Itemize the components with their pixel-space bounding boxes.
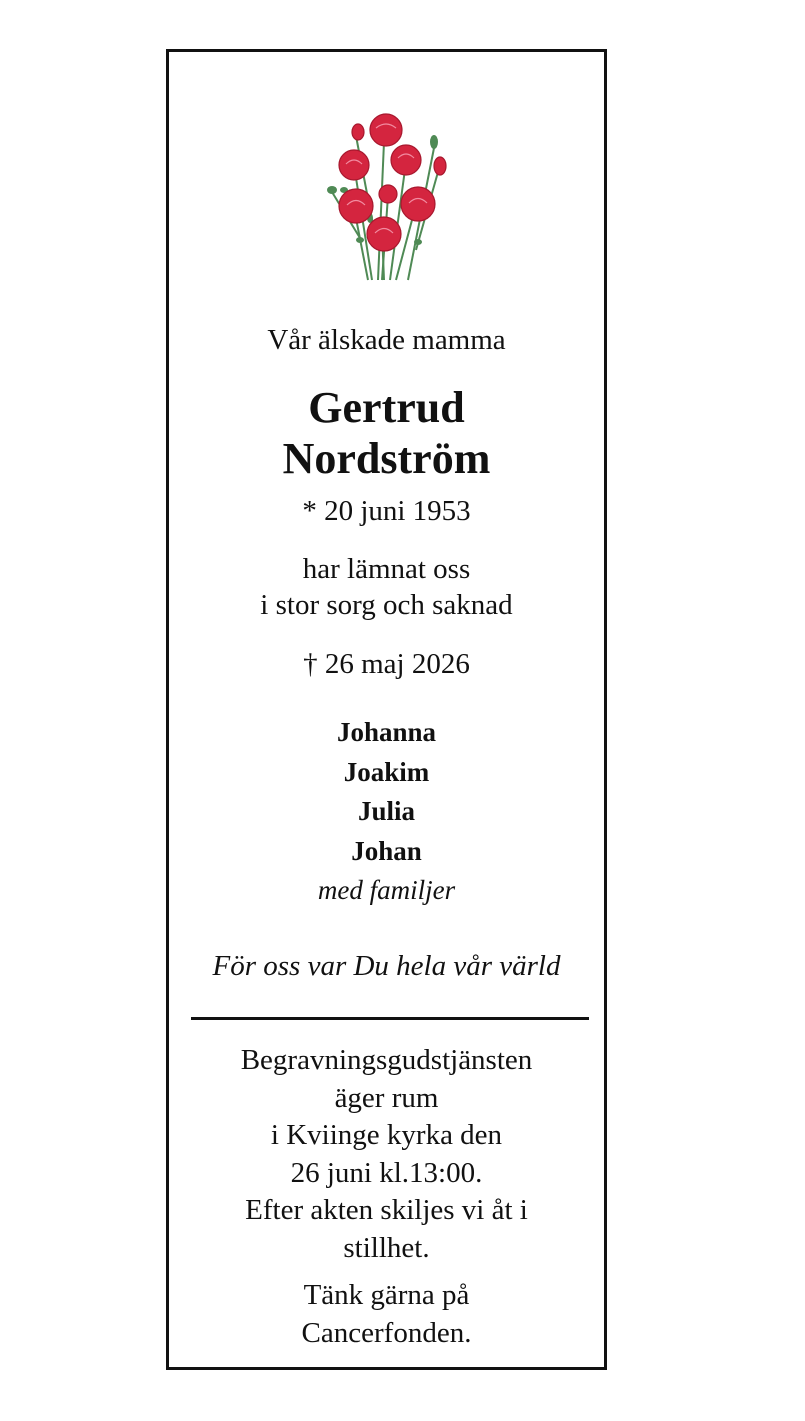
section-divider (191, 1017, 589, 1020)
service-line: i Kviinge kyrka den (270, 1119, 503, 1151)
passing-text (169, 551, 604, 623)
family-member: Julia (357, 796, 416, 826)
donation-info (169, 1277, 604, 1352)
passing-line: i stor sorg och saknad (260, 589, 513, 621)
donation-line: Cancerfonden. (301, 1316, 472, 1349)
deceased-last-name: Nordström (282, 434, 491, 483)
family-list (169, 713, 604, 911)
birth-date: * 20 juni 1953 (302, 495, 471, 527)
death-date: † 26 maj 2026 (303, 648, 470, 680)
deceased-first-name: Gertrud (308, 383, 465, 432)
funeral-service-info (169, 1042, 604, 1267)
memorial-quote: För oss var Du hela vår värld (212, 950, 561, 982)
service-line: 26 juni kl.13:00. (290, 1156, 483, 1189)
carnation-bouquet-icon (324, 110, 452, 282)
family-member: Johanna (336, 717, 437, 747)
deceased-name (169, 382, 604, 484)
family-member: Joakim (343, 756, 430, 787)
obituary-notice (166, 49, 607, 1370)
service-line: äger rum (334, 1081, 439, 1114)
service-line: stillhet. (343, 1231, 430, 1264)
service-line: Begravningsgudstjänsten (240, 1044, 533, 1076)
passing-line: har lämnat oss (302, 553, 471, 585)
with-families-text: med familjer (317, 875, 456, 905)
service-line: Efter akten skiljes vi åt i (245, 1194, 528, 1226)
intro-text: Vår älskade mamma (267, 324, 506, 356)
family-member: Johan (351, 835, 422, 866)
donation-line: Tänk gärna på (303, 1279, 470, 1311)
